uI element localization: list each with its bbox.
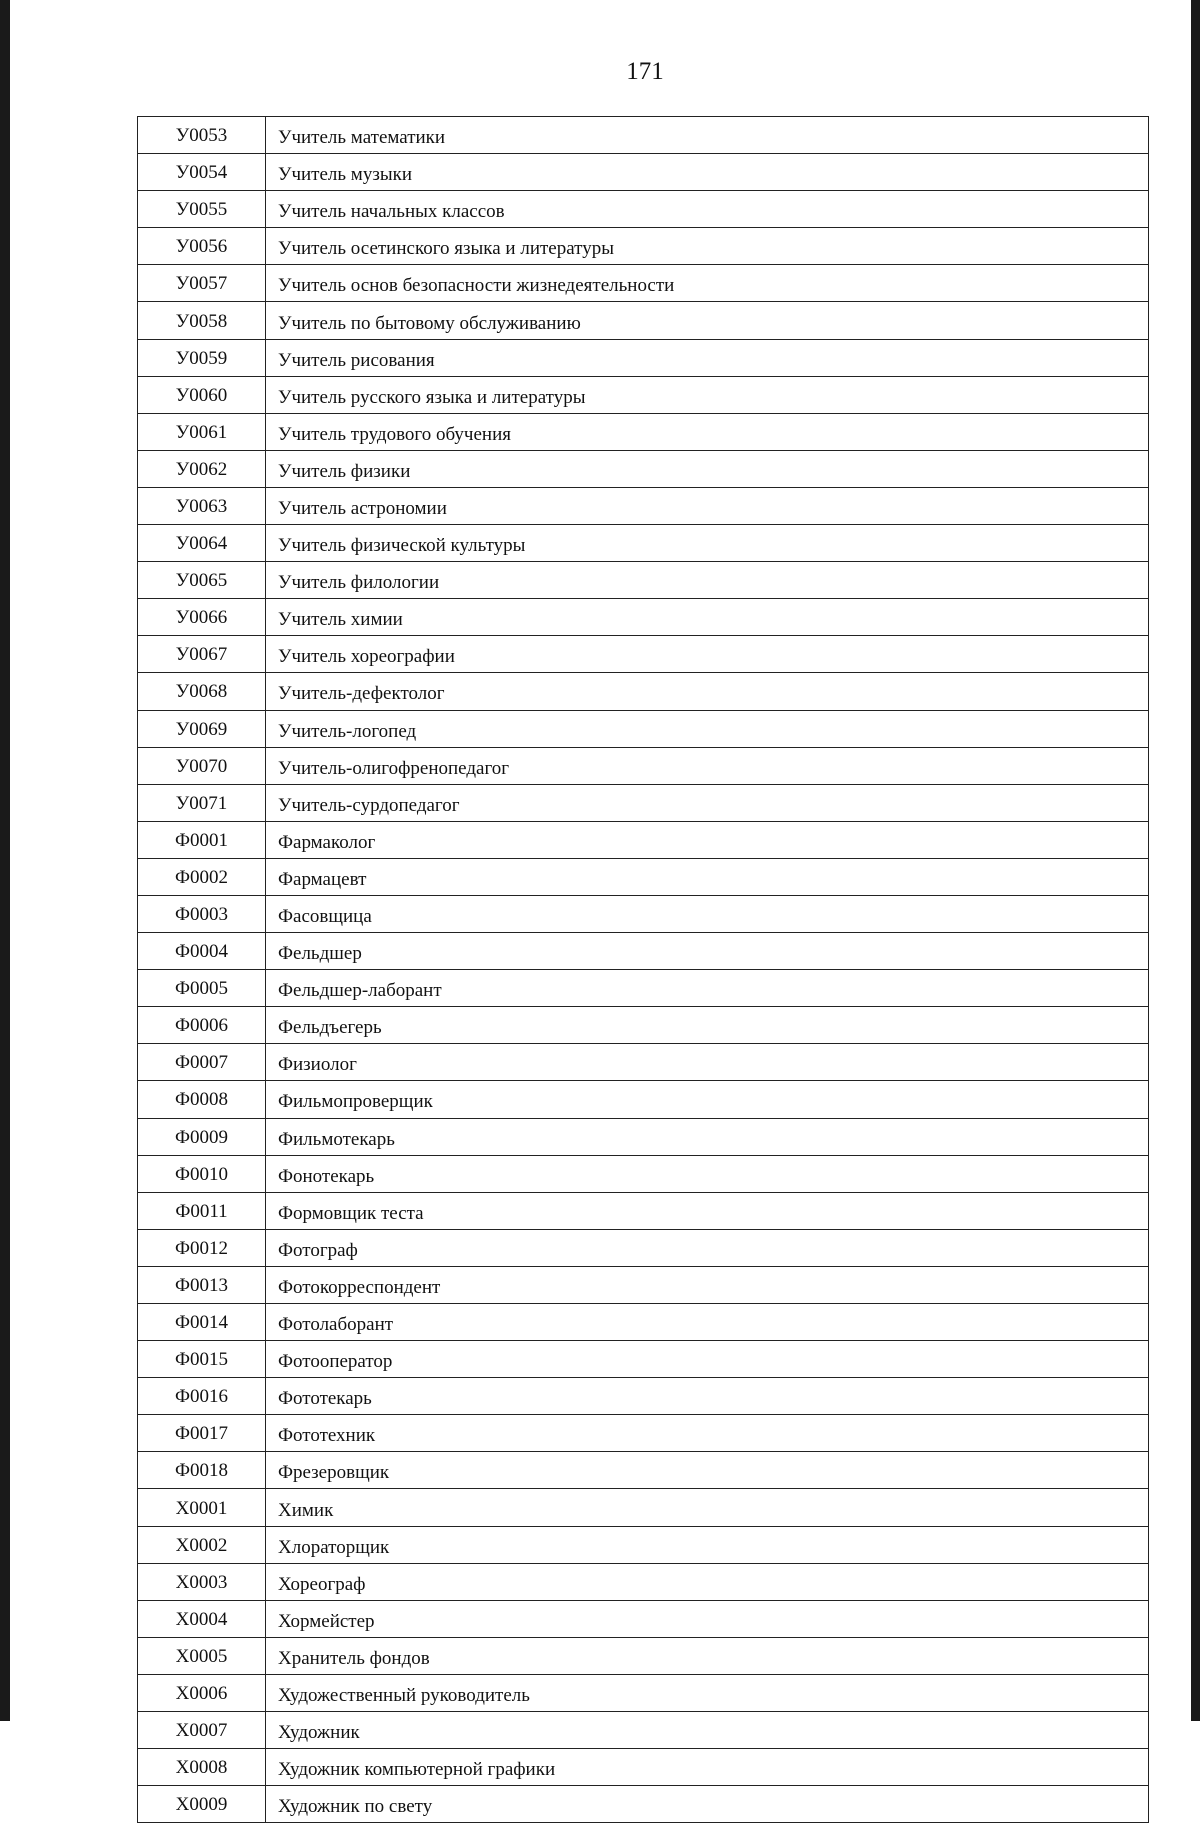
table-row [138, 1452, 1149, 1489]
profession-code-cell: Ф0008 [138, 1081, 266, 1118]
profession-code-cell: Х0003 [138, 1563, 266, 1600]
profession-name-cell: Художественный руководитель [266, 1674, 1149, 1711]
table-row [138, 1007, 1149, 1044]
table-row [138, 673, 1149, 710]
profession-name-cell: Учитель русского языка и литературы [266, 376, 1149, 413]
profession-code-cell: Х0008 [138, 1749, 266, 1786]
table-row [138, 1637, 1149, 1674]
table-row [138, 265, 1149, 302]
profession-code-cell: У0059 [138, 339, 266, 376]
table-row [138, 895, 1149, 932]
table-row [138, 1192, 1149, 1229]
profession-code-cell: Х0006 [138, 1674, 266, 1711]
table-row [138, 487, 1149, 524]
profession-name-cell: Учитель физики [266, 450, 1149, 487]
table-row [138, 1081, 1149, 1118]
profession-code-cell: У0061 [138, 413, 266, 450]
profession-code-cell: Ф0010 [138, 1155, 266, 1192]
table-row [138, 1378, 1149, 1415]
profession-name-cell: Учитель-логопед [266, 710, 1149, 747]
table-row [138, 710, 1149, 747]
profession-name-cell: Фотокорреспондент [266, 1266, 1149, 1303]
table-row [138, 1341, 1149, 1378]
profession-name-cell: Фототекарь [266, 1378, 1149, 1415]
table-row [138, 376, 1149, 413]
profession-name-cell: Художник по свету [266, 1786, 1149, 1823]
profession-code-cell: Х0001 [138, 1489, 266, 1526]
scan-edge-left [0, 0, 10, 1721]
profession-code-cell: У0064 [138, 525, 266, 562]
profession-name-cell: Учитель филологии [266, 562, 1149, 599]
table-row [138, 747, 1149, 784]
profession-name-cell: Фельдшер [266, 933, 1149, 970]
profession-code-cell: Ф0007 [138, 1044, 266, 1081]
profession-code-cell: Х0002 [138, 1526, 266, 1563]
table-row [138, 1266, 1149, 1303]
profession-name-cell: Химик [266, 1489, 1149, 1526]
table-row [138, 1674, 1149, 1711]
table-row [138, 228, 1149, 265]
scan-edge-right [1191, 0, 1200, 1721]
profession-name-cell: Хлораторщик [266, 1526, 1149, 1563]
profession-name-cell: Фототехник [266, 1415, 1149, 1452]
profession-code-cell: У0057 [138, 265, 266, 302]
profession-name-cell: Фельдшер-лаборант [266, 970, 1149, 1007]
profession-code-cell: Ф0012 [138, 1229, 266, 1266]
profession-name-cell: Учитель-олигофренопедагог [266, 747, 1149, 784]
table-row [138, 1786, 1149, 1823]
profession-code-cell: У0069 [138, 710, 266, 747]
profession-name-cell: Фасовщица [266, 895, 1149, 932]
profession-name-cell: Фрезеровщик [266, 1452, 1149, 1489]
profession-name-cell: Учитель осетинского языка и литературы [266, 228, 1149, 265]
profession-name-cell: Учитель основ безопасности жизнедеятельности [266, 265, 1149, 302]
profession-name-cell: Учитель рисования [266, 339, 1149, 376]
table-row [138, 191, 1149, 228]
profession-code-cell: Х0005 [138, 1637, 266, 1674]
table-row [138, 154, 1149, 191]
profession-code-cell: Ф0011 [138, 1192, 266, 1229]
profession-name-cell: Учитель математики [266, 117, 1149, 154]
profession-code-cell: Х0009 [138, 1786, 266, 1823]
table-row [138, 821, 1149, 858]
profession-code-cell: У0062 [138, 450, 266, 487]
profession-code-cell: Ф0015 [138, 1341, 266, 1378]
profession-name-cell: Учитель-дефектолог [266, 673, 1149, 710]
profession-name-cell: Учитель химии [266, 599, 1149, 636]
profession-code-cell: У0068 [138, 673, 266, 710]
profession-name-cell: Фотооператор [266, 1341, 1149, 1378]
profession-name-cell: Фельдъегерь [266, 1007, 1149, 1044]
table-row [138, 1155, 1149, 1192]
profession-code-cell: У0054 [138, 154, 266, 191]
table-row [138, 450, 1149, 487]
profession-name-cell: Художник компьютерной графики [266, 1749, 1149, 1786]
profession-name-cell: Учитель музыки [266, 154, 1149, 191]
profession-name-cell: Формовщик теста [266, 1192, 1149, 1229]
profession-code-cell: У0071 [138, 784, 266, 821]
table-row [138, 1044, 1149, 1081]
table-body [138, 117, 1149, 1823]
table-row [138, 1229, 1149, 1266]
profession-code-cell: Ф0002 [138, 858, 266, 895]
table-row [138, 413, 1149, 450]
profession-code-cell: У0056 [138, 228, 266, 265]
profession-code-cell: Ф0006 [138, 1007, 266, 1044]
page-number: 171 [626, 58, 664, 85]
profession-name-cell: Фармацевт [266, 858, 1149, 895]
profession-name-cell: Хореограф [266, 1563, 1149, 1600]
profession-name-cell: Физиолог [266, 1044, 1149, 1081]
table-row [138, 1489, 1149, 1526]
table-row [138, 117, 1149, 154]
table-row [138, 933, 1149, 970]
table-row [138, 636, 1149, 673]
profession-code-cell: Ф0013 [138, 1266, 266, 1303]
profession-name-cell: Учитель-сурдопедагог [266, 784, 1149, 821]
profession-code-cell: Х0004 [138, 1600, 266, 1637]
table-row [138, 1526, 1149, 1563]
profession-name-cell: Учитель трудового обучения [266, 413, 1149, 450]
table-row [138, 1749, 1149, 1786]
profession-code-cell: Ф0017 [138, 1415, 266, 1452]
table-row [138, 599, 1149, 636]
profession-table [137, 116, 1149, 1823]
table-row [138, 339, 1149, 376]
profession-table-container [137, 116, 1149, 1823]
table-row [138, 1304, 1149, 1341]
table-row [138, 525, 1149, 562]
table-row [138, 1563, 1149, 1600]
profession-code-cell: Ф0004 [138, 933, 266, 970]
table-row [138, 858, 1149, 895]
profession-code-cell: У0053 [138, 117, 266, 154]
profession-code-cell: У0067 [138, 636, 266, 673]
profession-code-cell: Ф0001 [138, 821, 266, 858]
profession-code-cell: У0058 [138, 302, 266, 339]
profession-code-cell: Х0007 [138, 1712, 266, 1749]
profession-name-cell: Фильмотекарь [266, 1118, 1149, 1155]
table-row [138, 1712, 1149, 1749]
profession-code-cell: У0070 [138, 747, 266, 784]
table-row [138, 784, 1149, 821]
profession-name-cell: Учитель хореографии [266, 636, 1149, 673]
profession-name-cell: Фонотекарь [266, 1155, 1149, 1192]
profession-name-cell: Учитель физической культуры [266, 525, 1149, 562]
profession-name-cell: Учитель астрономии [266, 487, 1149, 524]
profession-code-cell: Ф0009 [138, 1118, 266, 1155]
table-row [138, 1118, 1149, 1155]
profession-code-cell: Ф0016 [138, 1378, 266, 1415]
table-row [138, 970, 1149, 1007]
profession-name-cell: Фотограф [266, 1229, 1149, 1266]
profession-code-cell: У0055 [138, 191, 266, 228]
profession-code-cell: Ф0014 [138, 1304, 266, 1341]
profession-name-cell: Учитель по бытовому обслуживанию [266, 302, 1149, 339]
table-row [138, 1600, 1149, 1637]
profession-name-cell: Хранитель фондов [266, 1637, 1149, 1674]
profession-name-cell: Художник [266, 1712, 1149, 1749]
table-row [138, 562, 1149, 599]
profession-code-cell: Ф0003 [138, 895, 266, 932]
table-row [138, 1415, 1149, 1452]
profession-code-cell: Ф0005 [138, 970, 266, 1007]
profession-code-cell: У0066 [138, 599, 266, 636]
profession-name-cell: Учитель начальных классов [266, 191, 1149, 228]
profession-name-cell: Хормейстер [266, 1600, 1149, 1637]
profession-name-cell: Фармаколог [266, 821, 1149, 858]
profession-code-cell: У0060 [138, 376, 266, 413]
profession-code-cell: У0065 [138, 562, 266, 599]
profession-code-cell: Ф0018 [138, 1452, 266, 1489]
profession-name-cell: Фотолаборант [266, 1304, 1149, 1341]
profession-code-cell: У0063 [138, 487, 266, 524]
profession-name-cell: Фильмопроверщик [266, 1081, 1149, 1118]
table-row [138, 302, 1149, 339]
